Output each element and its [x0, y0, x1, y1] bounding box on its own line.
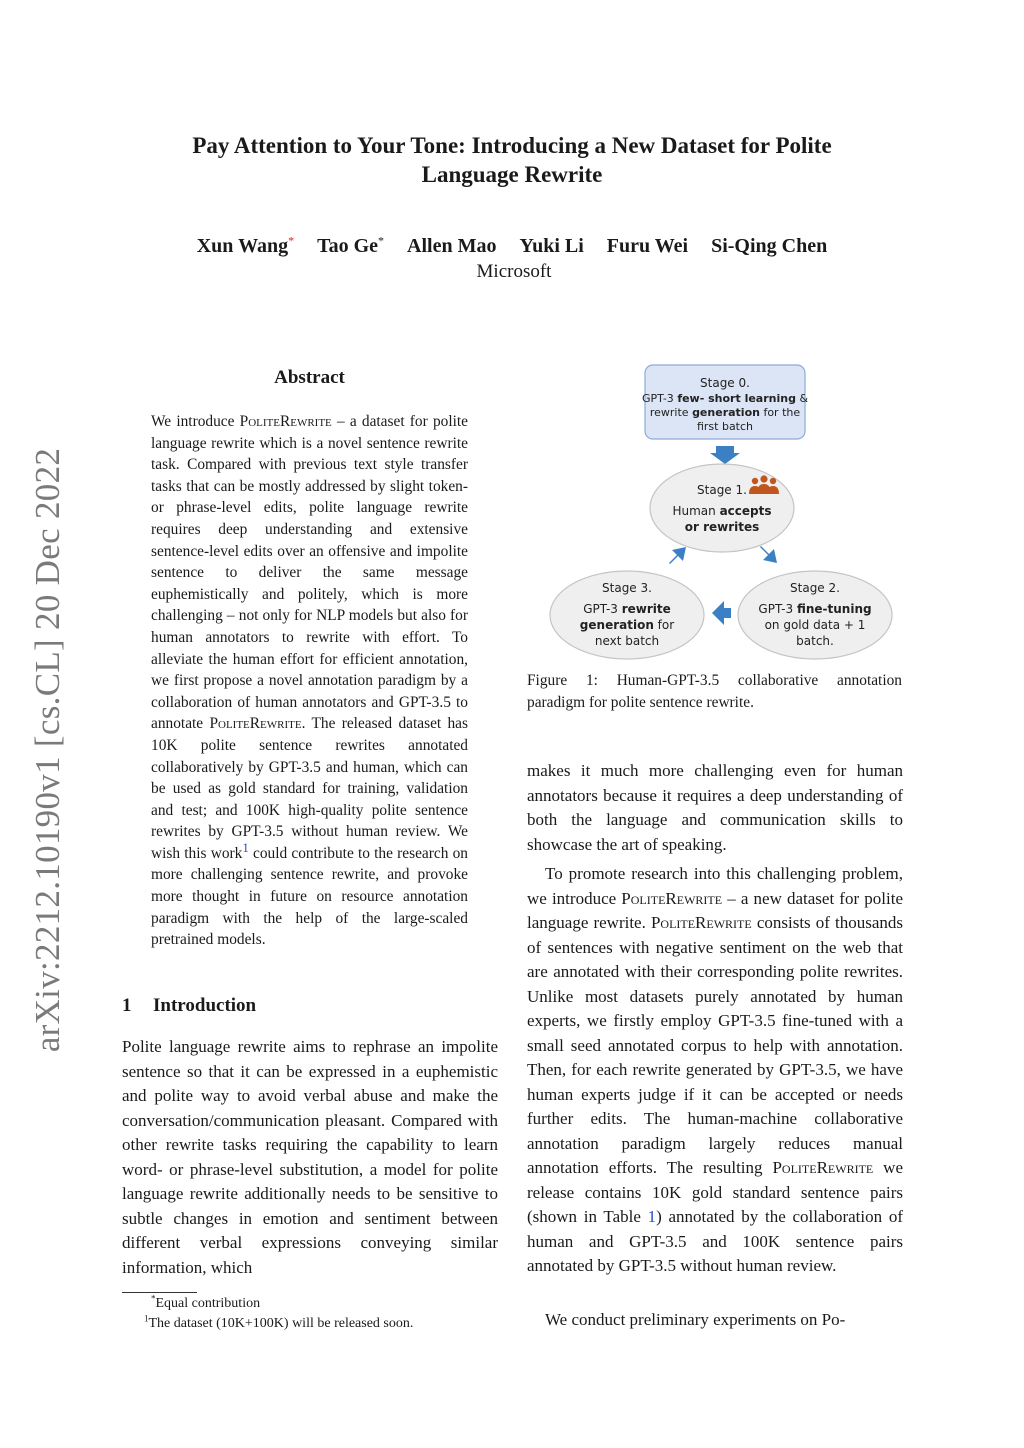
stage2-line2: on gold data + 1	[764, 618, 866, 632]
abstract-heading: Abstract	[274, 367, 345, 388]
stage0-line2: rewrite generation for the	[649, 406, 801, 419]
stage3-line1: GPT-3 rewrite	[583, 602, 671, 616]
annotation-cycle-diagram	[540, 363, 904, 663]
stage3-line2: generation for	[579, 618, 675, 632]
author: Furu Wei	[606, 235, 689, 257]
down-arrow-icon	[710, 446, 740, 464]
author-list	[150, 235, 874, 258]
footnote-ref[interactable]: 1	[242, 840, 249, 855]
stage2-line3: batch.	[796, 634, 834, 648]
affiliation: Microsoft	[476, 261, 552, 282]
stage0-line1: GPT-3 few- short learning &	[641, 392, 809, 405]
stage2-line1: GPT-3 fine-tuning	[758, 602, 872, 616]
right-paragraph-2: To promote research into this challenging problem, we introduce PoliteRewrite – a new dataset for polite language rewrite. PoliteRewrite consists of thousands of sentences with negative sentiment on the web that are annotated with their corresponding polite rewrites. Unlike most datasets purely annotated by human experts, we firstly employ GPT-3.5 fine-tuned with a small seed annotated corpus to help with annotation. Then, for each rewrite generated by GPT-3.5, we have human experts judge if it can be accepted or needs further edits. The human-machine collaborative annotation paradigm largely reduces manual annotation efforts. The resulting PoliteRewrite we release contains 10K gold standard sentence pairs (shown in Table 1) annotated by the collaboration of human and GPT-3.5 and 100K sentence pairs annotated by GPT-3.5 without human review.	[527, 864, 904, 1275]
stage3-title: Stage 3.	[602, 581, 652, 595]
right-paragraph-3: We conduct preliminary experiments on Po-	[545, 1310, 846, 1329]
stage1-line1: Human accepts	[672, 504, 772, 518]
stage0-line3: first batch	[696, 420, 754, 433]
figure-1-diagram	[540, 363, 904, 663]
stage0-title: Stage 0.	[700, 376, 750, 390]
right-paragraph-1: makes it much more challenging even for human annotators because it requires a deep understanding of both the language and communication skills to showcase the art of speaking.	[527, 761, 903, 854]
stage1-title: Stage 1.	[697, 483, 747, 497]
arrow-stage1-to-stage2-icon	[760, 546, 777, 563]
table-ref-link[interactable]: 1	[647, 1207, 657, 1226]
footnote: *Equal contribution	[151, 1293, 261, 1311]
abstract-body: We introduce PoliteRewrite – a dataset for polite language rewrite which is a novel sentence rewrite task. Compared with previous text style transfer tasks that can be mostly addressed by slight token- or phrase-level edits, polite language rewrite requires deep understanding and extensive sentence-level edits over an offensive and impolite sentence to deliver the same message euphemistically and politely, which is more challenging – not only for NLP models but also for human annotators to rewrite with effort. To alleviate the human effort for efficient annotation, we first propose a novel annotation paradigm by a collaboration of human annotators and GPT-3.5 to annotate PoliteRewrite. The released dataset has 10K polite sentence rewrites annotated collaboratively by GPT-3.5 and human, which can be used as gold standard for training, validation and test; and 100K high-quality polite sentence rewrites by GPT-3.5 without human review. We wish this work$^1$ could contribute to the research on more challenging sentence rewrite, and provoke more thought in future on resource annotation paradigm with the help of the large-scaled pretrained models.	[151, 413, 469, 949]
paper-title: Pay Attention to Your Tone: Introducing a New Dataset for Polite Language Rewrite	[192, 133, 832, 187]
footnotes	[122, 1294, 502, 1333]
stage3-line3: next batch	[594, 634, 660, 648]
author: Tao Ge*	[317, 233, 385, 257]
stage2-title: Stage 2.	[790, 581, 840, 595]
author: Allen Mao	[407, 235, 497, 257]
figure-caption: Figure 1: Human-GPT-3.5 collaborative annotation paradigm for polite sentence rewrite.	[527, 672, 902, 711]
intro-paragraph: Polite language rewrite aims to rephrase an impolite sentence so that it can be expressed in a euphemistic and polite way to avoid verbal abuse and make the conversation/communication pleasant. Compared with other rewrite tasks requiring the capability to learn word- or phrase-level substitution, a model for polite language rewrite additionally needs to be sensitive to subtle changes in emotion and sentiment between different verbal expressions conveying similar information, which	[122, 1037, 498, 1277]
author: Si-Qing Chen	[711, 235, 828, 257]
stage1-line2: or rewrites	[684, 520, 760, 534]
footnote: $^1$The dataset (10K+100K) will be released soon.	[144, 1312, 414, 1331]
footnote-divider	[122, 1292, 197, 1293]
arrow-stage3-to-stage1-icon	[669, 547, 686, 564]
section-heading: 1 Introduction	[122, 995, 257, 1016]
author: Xun Wang*	[196, 233, 295, 257]
arxiv-identifier-text: arXiv:2212.10190v1 [cs.CL] 20 Dec 2022	[28, 447, 67, 1053]
author: Yuki Li	[519, 235, 584, 257]
arxiv-identifier	[18, 447, 78, 1053]
arrow-stage2-to-stage3-icon	[712, 601, 731, 625]
